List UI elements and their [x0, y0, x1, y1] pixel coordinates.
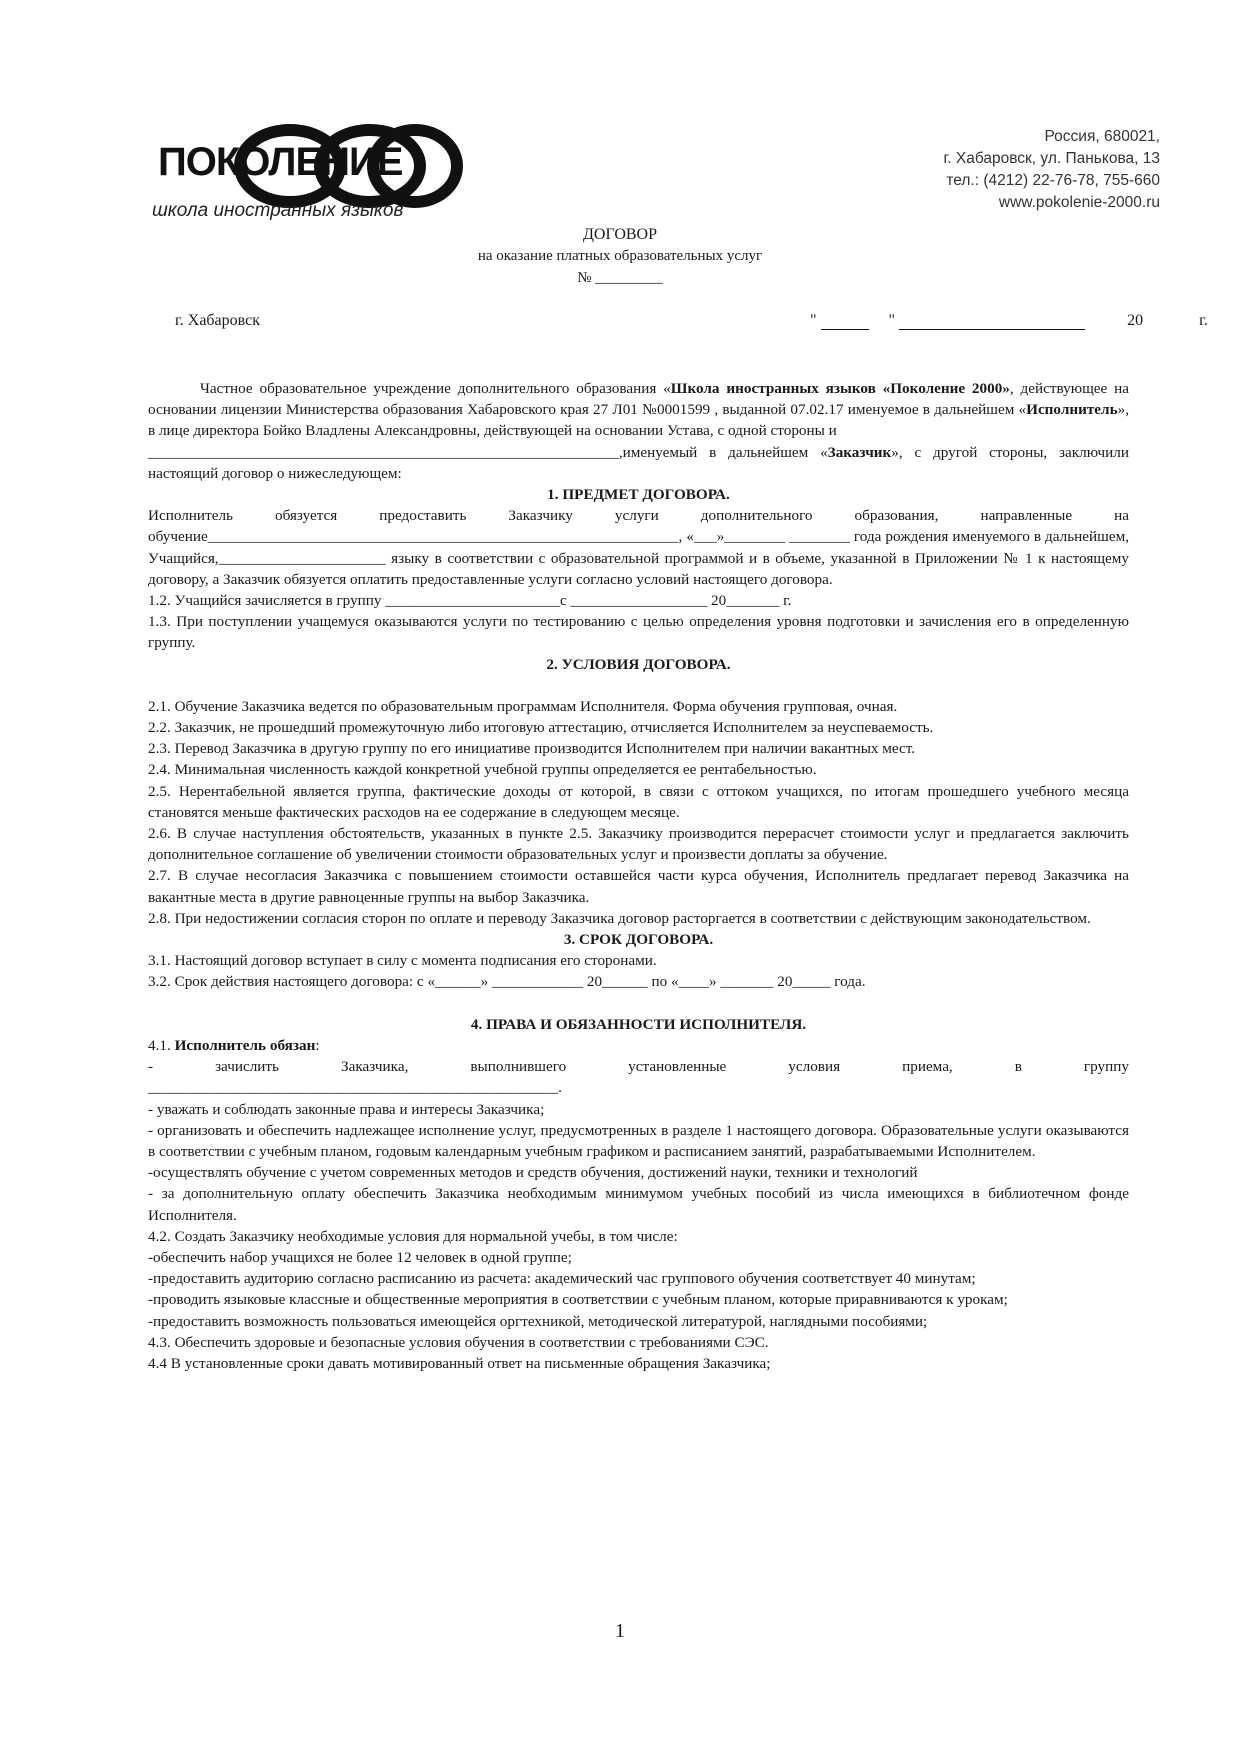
clause-2-5: 2.5. Нерентабельной является группа, фактические доходы от которой, в связи с оттоком учащихся, по итогам прошедшего учебного месяца становятся меньше фактических расходов на ее содержание в следующем месяце. [148, 782, 1129, 821]
clause-3-1: 3.1. Настоящий договор вступает в силу с момента подписания его сторонами. [148, 952, 657, 970]
year-suffix: г. [1199, 312, 1208, 329]
page-number: 1 [615, 1620, 625, 1642]
section-1-heading: 1. ПРЕДМЕТ ДОГОВОРА. [547, 486, 730, 504]
clause-2-1: 2.1. Обучение Заказчика ведется по образовательным программам Исполнителя. Форма обучения групповая, очная. [148, 697, 898, 715]
clause-2-3: 2.3. Перевод Заказчика в другую группу по его инициативе производится Исполнителем при наличии вакантных мест. [148, 740, 916, 758]
clause-2-7: 2.7. В случае несогласия Заказчика с повышением стоимости оставшейся части курса обучения, Исполнитель предлагает перевод Заказчика на вакантные места в другие равноценные группы на выбор Заказчика. [148, 867, 1129, 906]
enroll-line-words: - зачислить Заказчика, выполнившего установленные условия приема, в группу [148, 1058, 1129, 1076]
clause-4-1-title: 4.1. Исполнитель обязан: [148, 1036, 320, 1054]
duty-classroom: -предоставить аудиторию согласно расписанию из расчета: академический час группового обучения соответствует 40 минутам; [148, 1270, 976, 1288]
clause-4-4: 4.4 В установленные сроки давать мотивированный ответ на письменные обращения Заказчика; [148, 1354, 771, 1372]
duty-events: -проводить языковые классные и общественные мероприятия в соответствии с учебным планом, которые приравниваются к урокам; [148, 1291, 1008, 1309]
section-1-paragraph-2: 1.2. Учащийся зачисляется в группу _______________________с __________________ 20_______ г. [148, 592, 792, 610]
clause-2-4: 2.4. Минимальная численность каждой конкретной учебной группы определяется ее рентабельностью. [148, 761, 817, 779]
contact-website: www.pokolenie-2000.ru [998, 194, 1160, 211]
document-title: ДОГОВОР [583, 226, 657, 243]
duty-study-materials: - за дополнительную оплату обеспечить Заказчика необходимым минимумом учебных пособий из числа имеющихся в библиотечном фонде Исполнителя. [148, 1185, 1129, 1224]
contact-country: Россия, 680021, [1044, 128, 1160, 145]
clause-4-3: 4.3. Обеспечить здоровые и безопасные условия обучения в соответствии с требованиями СЭС. [148, 1333, 769, 1351]
section-2-heading: 2. УСЛОВИЯ ДОГОВОРА. [546, 655, 731, 673]
logo-name: ПОКОЛЕНИЕ [158, 140, 403, 184]
city-label: г. Хабаровск [175, 312, 260, 329]
section-4-heading: 4. ПРАВА И ОБЯЗАННОСТИ ИСПОЛНИТЕЛЯ. [470, 1015, 807, 1033]
logo-subtitle: школа иностранных языков [152, 200, 404, 221]
duty-modern-methods: -осуществлять обучение с учетом современных методов и средств обучения, достижений науки, техники и технологий [148, 1164, 918, 1182]
clause-2-6: 2.6. В случае наступления обстоятельств, указанных в пункте 2.5. Заказчику производится перерасчет стоимости услуг и предлагается заключить дополнительное соглашение об увеличении стоимости образовательных услуг и произвести доплаты за обучение. [148, 825, 1129, 864]
intro-customer-paragraph: ______________________________________________________________,именуемый в дальнейшем «Заказчик», с другой стороны, заключили настоящий договор о нижеследующем: [148, 443, 1129, 482]
clause-2-2: 2.2. Заказчик, не прошедший промежуточную либо итоговую аттестацию, отчисляется Исполнителем за неуспеваемость. [148, 719, 934, 737]
day-blank [821, 313, 869, 330]
document-subtitle: на оказание платных образовательных услуг [477, 248, 763, 264]
section-1-paragraph-3: 1.3. При поступлении учащемуся оказываются услуги по тестированию с целью определения уровня подготовки и зачисления его в определенную группу. [148, 613, 1129, 652]
contact-address: г. Хабаровск, ул. Панькова, 13 [943, 150, 1160, 167]
clause-3-2: 3.2. Срок действия настоящего договора: с «______» ____________ 20______ по «____» _______ 20_____ года. [148, 973, 866, 991]
duty-respect-rights: - уважать и соблюдать законные права и интересы Заказчика; [148, 1100, 545, 1118]
year-prefix: 20 [1127, 312, 1144, 329]
contract-body [148, 378, 1129, 1374]
date-quote-close: " [888, 312, 896, 329]
contact-block [944, 126, 1161, 214]
month-blank [899, 313, 1085, 330]
contact-phone: тел.: (4212) 22-76-78, 755-660 [946, 172, 1160, 189]
clause-4-2: 4.2. Создать Заказчику необходимые условия для нормальной учебы, в том числе: [148, 1227, 678, 1245]
date-quote-open: " [810, 312, 817, 329]
school-logo [150, 118, 470, 221]
enroll-group-blank: ______________________________________________________. [148, 1079, 562, 1097]
clause-2-8: 2.8. При недостижении согласия сторон по оплате и переводу Заказчика договор расторгается в соответствии с действующим законодательством. [148, 909, 1091, 927]
section-3-heading: 3. СРОК ДОГОВОРА. [563, 931, 714, 949]
document-number: № _________ [577, 270, 663, 286]
duty-organize-services: - организовать и обеспечить надлежащее исполнение услуг, предусмотренных в разделе 1 настоящего договора. Образовательные услуги оказываются в соответствии с учебным планом, годовым календарным учебным графиком и расписанием занятий, разрабатываемыми Исполнителем. [148, 1121, 1129, 1160]
intro-paragraph: Частное образовательное учреждение дополнительного образования «Школа иностранных языков «Поколение 2000», действующее на основании лицензии Министерства образования Хабаровского края 27 Л01 №0001599 , выданной 07.02.17 именуемое в дальнейшем «Исполнитель», в лице директора Бойко Владлены Александровны, действующей на основании Устава, с одной стороны и [148, 380, 1129, 440]
date-line [810, 312, 1210, 330]
section-1-paragraph-1: Исполнитель обязуется предоставить Заказчику услуги дополнительного образования, направленные на обучение______________________________________________________________, «___»________ ________ года рождения именуемого в дальнейшем, Учащийся,______________________ языку в соответствии с образовательной программой и в объеме, указанной в Приложении № 1 к настоящему договору, а Заказчик обязуется оплатить предоставленные услуги согласно условий настоящего договора. [148, 507, 1129, 588]
duty-group-size: -обеспечить набор учащихся не более 12 человек в одной группе; [148, 1248, 572, 1266]
duty-equipment: -предоставить возможность пользоваться имеющейся оргтехникой, методической литературой, наглядными пособиями; [148, 1312, 928, 1330]
